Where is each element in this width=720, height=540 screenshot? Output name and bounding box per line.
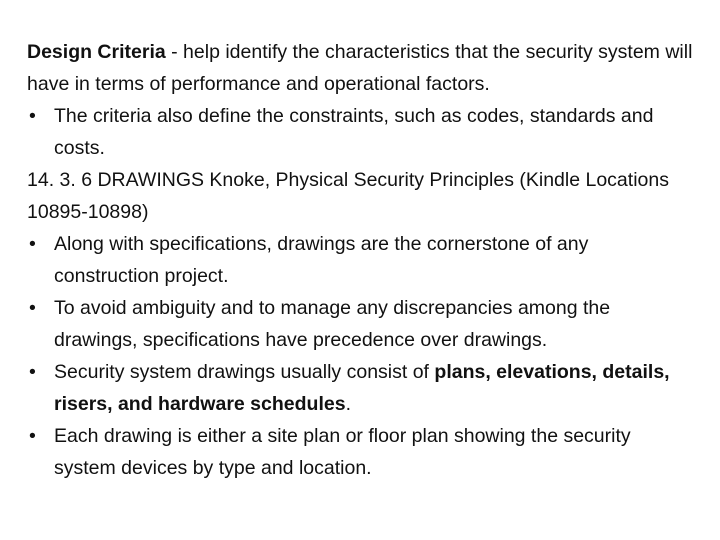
drawing-types-emphasis: plans, elevations, details, risers, and hardware schedules	[54, 361, 670, 415]
drawing-bullet-item	[27, 420, 697, 484]
drawing-bullet-text: To avoid ambiguity and to manage any discrepancies among the drawings, specifications have precedence over drawings.	[54, 297, 611, 351]
bullet-icon: •	[29, 233, 36, 255]
drawing-bullet-item	[27, 292, 697, 356]
bullet-icon: •	[29, 361, 36, 383]
bullet-icon: •	[29, 105, 36, 127]
drawing-bullet-text: Along with specifications, drawings are the cornerstone of any construction project.	[54, 233, 589, 287]
slide-body	[27, 36, 697, 484]
bullet-icon: •	[29, 425, 36, 447]
drawing-bullet-text	[54, 361, 670, 415]
criteria-bullet-text: The criteria also define the constraints, such as codes, standards and costs.	[54, 105, 654, 159]
bullet-icon: •	[29, 297, 36, 319]
criteria-bullet-item	[27, 100, 697, 164]
design-criteria-definition: - help identify the characteristics that the security system will have in terms of performance and operational factors.	[27, 41, 693, 95]
drawings-reference	[27, 164, 697, 228]
drawing-bullet-item	[27, 228, 697, 292]
design-criteria-term: Design Criteria	[27, 41, 166, 63]
drawings-reference-text: 14. 3. 6 DRAWINGS Knoke, Physical Security Principles (Kindle Locations 10895-10898)	[27, 169, 669, 223]
drawing-bullet-text-start: Security system drawings usually consist of	[54, 361, 435, 383]
intro-paragraph	[27, 36, 697, 100]
drawing-bullet-item	[27, 356, 697, 420]
drawing-bullet-text-end: .	[345, 393, 351, 415]
drawing-bullet-text: Each drawing is either a site plan or floor plan showing the security system devices by type and location.	[54, 425, 631, 479]
